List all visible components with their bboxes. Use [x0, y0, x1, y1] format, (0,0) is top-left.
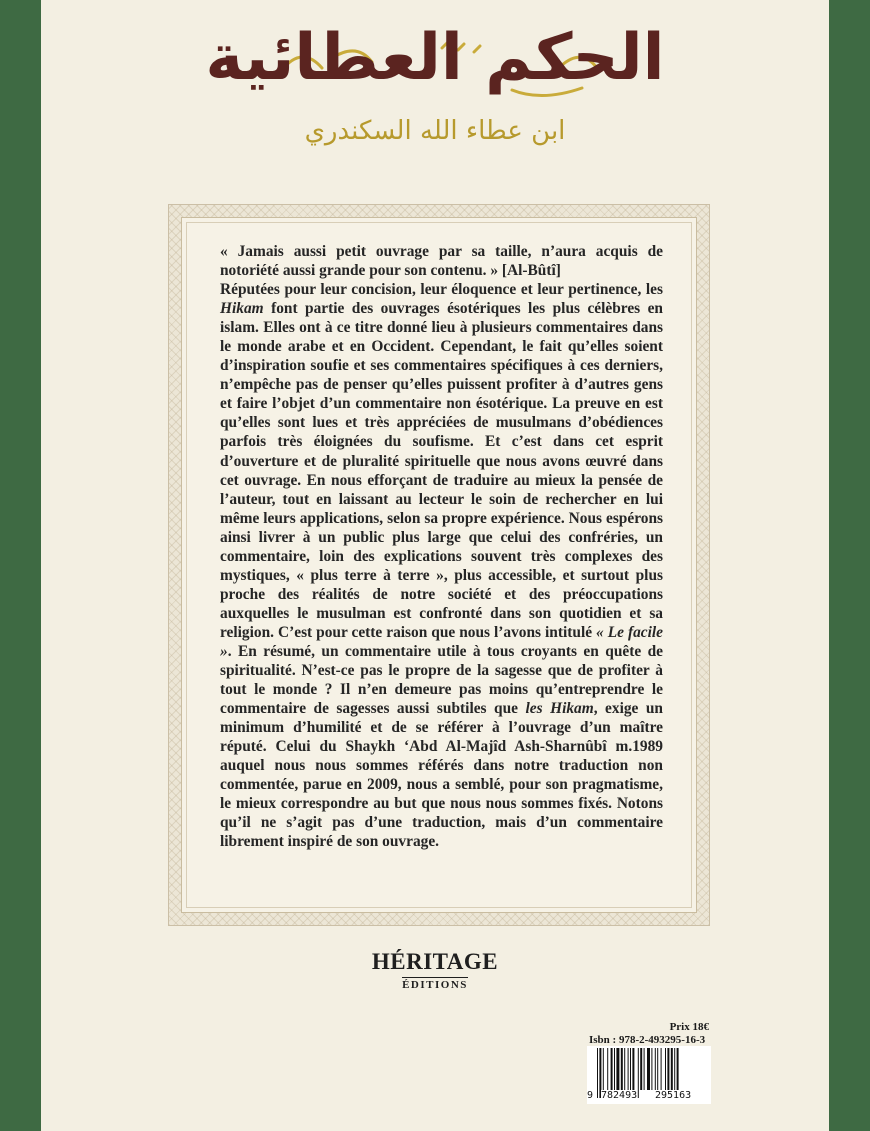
blurb-quote: « Jamais aussi petit ouvrage par sa taille, n’aura acquis de notoriété aussi grande pour son contenu. » [Al-Bûtî] [220, 243, 663, 280]
title-arabic: الحكم العطائية [205, 21, 665, 95]
barcode-left-digits: 782493 [601, 1090, 638, 1101]
back-cover-blurb [220, 242, 663, 852]
publisher-sub: ÉDITIONS [402, 979, 468, 991]
publisher-logo [0, 950, 870, 992]
author-arabic: ابن عطاء الله السكندري [304, 116, 566, 146]
les-hikam-italic: les Hikam [525, 700, 594, 718]
le-facile-italic: « Le facile » [220, 623, 663, 660]
publisher-name: HÉRITAGE [371, 949, 499, 974]
barcode-right-digits: 295163 [655, 1090, 692, 1101]
isbn-label: Isbn : 978-2-493295-16-3 [589, 1034, 706, 1046]
barcode [587, 1046, 711, 1104]
hikam-italic: Hikam [220, 300, 264, 318]
price-label: Prix 18€ [669, 1021, 709, 1033]
blurb-paragraph: Réputées pour leur concision, leur éloquence et leur pertinence, les Hikam font partie des ouvrages ésotériques les plus célèbres en islam. Elles ont à ce titre donné lieu à plusieurs commentaires dans le monde arabe et en Occident. Cependant, le fait qu’elles soient d’inspiration soufie et ses commentaires spécifiques à ces derniers, n’empêche pas de penser qu’elles puissent profiter à d’autres gens et faire l’objet d’un commentaire non ésotérique. La preuve en est qu’elles sont lues et très appréciées de musulmans d’obédiences parfois très éloignées du soufisme. Et c’est dans cet esprit d’ouverture et de pluralité spirituelle que nous avons œuvré dans cet ouvrage. En nous efforçant de traduire au mieux la pensée de l’auteur, tout en laissant au lecteur le soin de rechercher en lui même leurs applications, selon sa propre expérience. Nous espérons ainsi livrer à un public plus large que celui des confréries, un commentaire, loin des explications souvent très complexes des mystiques, « plus terre à terre », plus accessible, et surtout plus proche des réalités de notre société et des préoccupations auxquelles le musulman est confronté dans son quotidien et sa religion. C’est pour cette raison que nous l’avons intitulé « Le facile ». En résumé, un commentaire utile à tous croyants en quête de spiritualité. N’est-ce pas le propre de la sagesse que de profiter à tout le monde ? Il n’en demeure pas moins qu’entreprendre le commentaire de sagesses aussi subtiles que les Hikam, exige un minimum d’humilité et de se référer à l’ouvrage d’un maître réputé. Celui du Shaykh ‘Abd Al-Majîd Ash-Sharnûbî m.1989 auquel nous nous sommes référés dans notre traduction non commentée, parue en 2009, nous a semblé, pour son pragmatisme, le mieux correspondre au but que nous nous sommes fixés. Notons qu’il ne s’agit pas d’une traduction, mais d’un commentaire librement inspiré de son ouvrage. [220, 281, 663, 851]
barcode-first-digit: 9 [587, 1090, 594, 1101]
